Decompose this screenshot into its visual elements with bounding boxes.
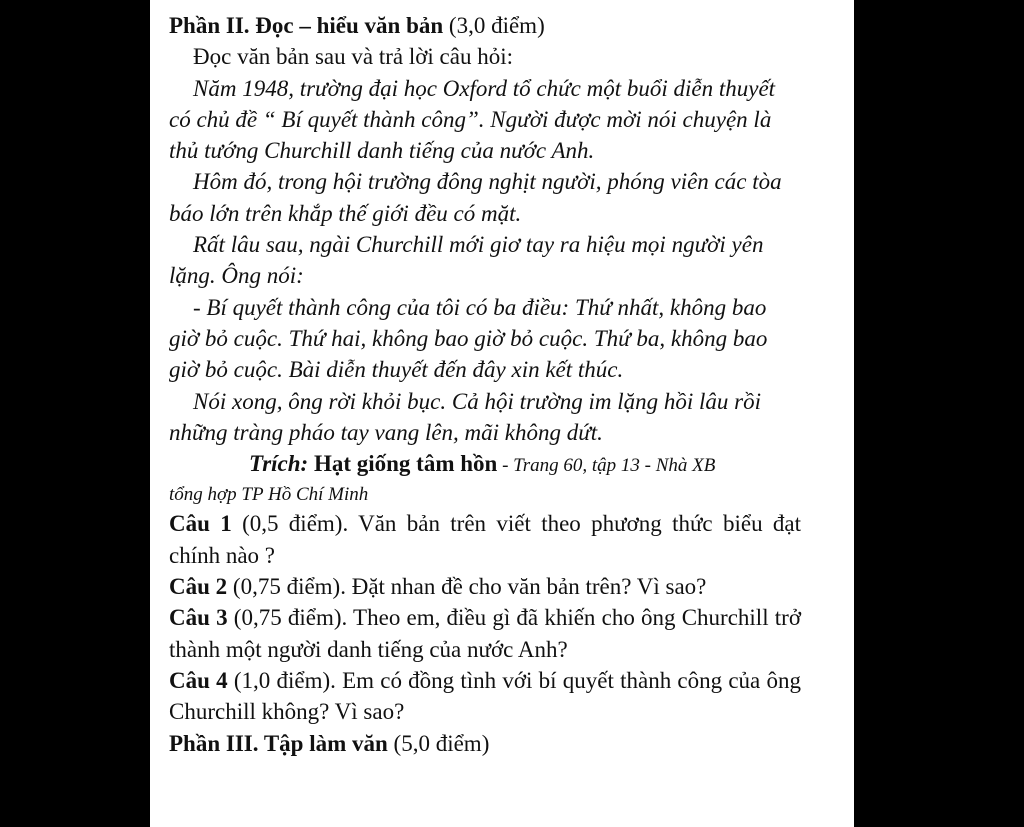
document-page — [150, 0, 854, 827]
section-2-points: (3,0 điểm) — [443, 13, 545, 38]
question-2-text: (0,75 điểm). Đặt nhan đề cho văn bản trên? Vì sao? — [227, 574, 707, 600]
passage-paragraph-5: Nói xong, ông rời khỏi bục. Cả hội trường im lặng hồi lâu rồi những tràng pháo tay vang lên, mãi không dứt. — [169, 388, 762, 445]
question-4-label: Câu 4 — [169, 667, 228, 693]
source-label: Trích: — [249, 451, 309, 477]
passage-paragraph-2: Hôm đó, trong hội trường đông nghịt người, phóng viên các tòa báo lớn trên khắp thế giới đều có mặt. — [169, 169, 782, 226]
question-4 — [169, 665, 801, 728]
passage-paragraph-3: Rất lâu sau, ngài Churchill mới giơ tay ra hiệu mọi người yên lặng. Ông nói: — [169, 232, 764, 289]
question-3 — [169, 602, 801, 665]
section-3-heading — [169, 728, 801, 759]
section-2-heading — [169, 10, 801, 41]
passage-paragraph-4: - Bí quyết thành công của tôi có ba điều: Thứ nhất, không bao giờ bỏ cuộc. Thứ hai, không bao giờ bỏ cuộc. Thứ ba, không bao giờ bỏ cuộc. Bài diễn thuyết đến đây xin kết thúc. — [169, 294, 768, 383]
question-2-label: Câu 2 — [169, 574, 228, 600]
section-2-title: Phần II. Đọc – hiểu văn bản — [169, 13, 444, 38]
instruction-text: Đọc văn bản sau và trả lời câu hỏi: — [193, 44, 514, 70]
section-3-title: Phần III. Tập làm văn — [169, 730, 388, 756]
question-1-label: Câu 1 — [169, 511, 232, 537]
source-publisher: tổng hợp TP Hồ Chí Minh — [169, 484, 369, 506]
question-3-label: Câu 3 — [169, 605, 228, 631]
question-1-text: (0,5 điểm). Văn bản trên viết theo phương thức biểu đạt chính nào ? — [169, 511, 801, 568]
source-title: Hạt giống tâm hồn — [308, 451, 498, 477]
question-3-text: (0,75 điểm). Theo em, điều gì đã khiến cho ông Churchill trở thành một người danh tiếng của nước Anh? — [169, 605, 801, 662]
question-4-text: (1,0 điểm). Em có đồng tình với bí quyết thành công của ông Churchill không? Vì sao? — [169, 667, 801, 725]
source-citation — [169, 448, 801, 481]
question-2 — [169, 571, 801, 602]
source-details: - Trang 60, tập 13 - Nhà XB — [497, 455, 716, 477]
passage-paragraph-1: Năm 1948, trường đại học Oxford tổ chức một buổi diễn thuyết có chủ đề “ Bí quyết thành công”. Người được mời nói chuyện là thủ tướng Churchill danh tiếng của nước Anh. — [169, 75, 776, 164]
document-body — [169, 10, 801, 759]
question-1 — [169, 508, 801, 571]
section-3-points: (5,0 điểm) — [387, 730, 490, 756]
